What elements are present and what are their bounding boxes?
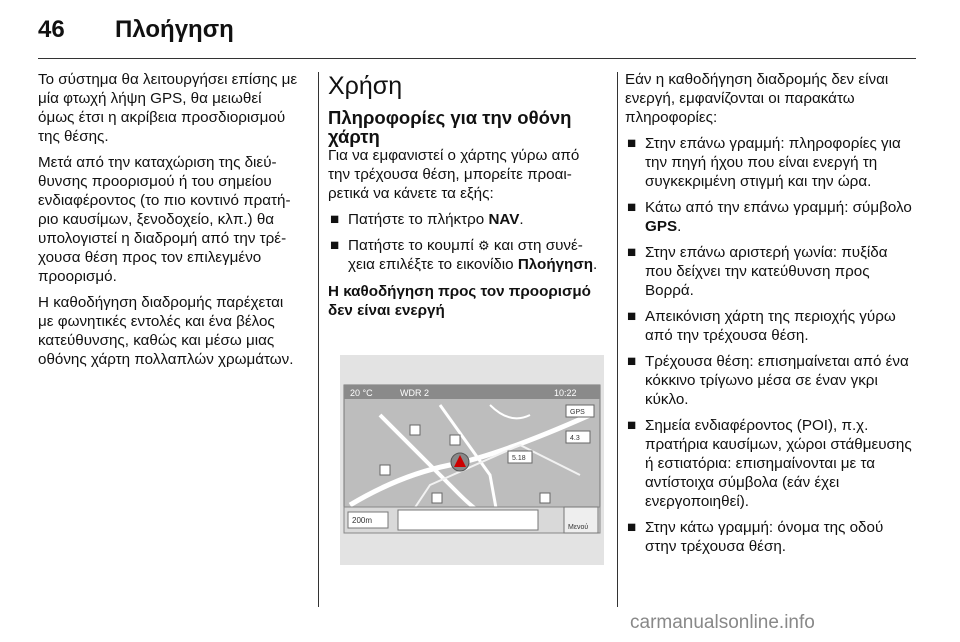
column-1 [38, 70, 300, 376]
list-item: ■ Απεικόνιση χάρτη της περιοχής γύρω από την τρέχουσα θέση. [627, 308, 896, 344]
svg-text:5.18: 5.18 [512, 455, 526, 462]
intro-paragraph: Για να εμφανιστεί ο χάρτης γύρω από την τρέχουσα θέση, μπορείτε προαιρετικά να κάνετε τα εξής: [328, 147, 580, 202]
map-screen-svg [340, 355, 604, 565]
list-item: ■ Σημεία ενδιαφέροντος (POI), π.χ. πρατήρια καυσίμων, χώροι στάθμευσης ή εστιατόρια: επισημαίνονται με τα αντίστοιχα σύμβολα (εάν έχει ενεργοποιηθεί). [627, 417, 912, 510]
bullet-icon: ■ [627, 308, 637, 325]
page-title: Πλοήγηση [115, 16, 234, 43]
poi-icon [380, 465, 390, 475]
steps-list [328, 210, 604, 274]
bullet-icon: ■ [627, 135, 637, 152]
nav-key-label: NAV [488, 211, 520, 228]
poi-icon [410, 425, 420, 435]
poi-icon [540, 493, 550, 503]
header-divider [38, 58, 916, 59]
scale-label: 200m [352, 516, 373, 525]
bullet-icon: ■ [627, 417, 637, 434]
bullet-icon: ■ [330, 211, 340, 228]
menu-label: Μενού [568, 524, 589, 531]
bullet-icon: ■ [330, 237, 340, 254]
map-screen-illustration [340, 355, 604, 565]
page-number: 46 [38, 16, 65, 43]
list-item: ■ Στην επάνω γραμμή: πληροφορίες για την πηγή ήχου που είναι ενεργή τη συγκεκριμένη στιγμή και την ώρα. [627, 135, 901, 190]
screen-source-text: WDR 2 [400, 388, 429, 398]
settings-gear-icon: ⚙ [478, 238, 490, 253]
list-item: ■ Κάτω από την επάνω γραμμή: σύμβολο GPS. [627, 199, 912, 235]
bullet-icon: ■ [627, 519, 637, 536]
info-list [625, 134, 915, 556]
list-item: ■ Τρέχουσα θέση: επισημαίνεται από ένα κόκκινο τρίγωνο μέσα σε έναν γκρι κύκλο. [627, 353, 909, 408]
poi-icon [450, 435, 460, 445]
gps-label: GPS [645, 218, 678, 235]
list-item: ■ Πατήστε το κουμπί ⚙ και στη συνέχεια επιλέξτε το εικονίδιο Πλοήγηση. [330, 237, 598, 273]
list-item: ■ Στην κάτω γραμμή: όνομα της οδού στην τρέχουσα θέση. [627, 519, 884, 555]
column-divider-2 [617, 72, 618, 607]
screen-time-text: 10:22 [554, 388, 577, 398]
list-item: ■ Στην επάνω αριστερή γωνία: πυξίδα που δείχνει την κατεύθυνση προς Βορρά. [627, 244, 888, 299]
column-2 [328, 70, 604, 320]
bullet-icon: ■ [627, 244, 637, 261]
poi-icon [432, 493, 442, 503]
subsection-heading: Πληροφορίες για την οθόνη χάρτη [328, 107, 572, 147]
column-divider-1 [318, 72, 319, 607]
list-item: ■ Πατήστε το πλήκτρο NAV. [330, 211, 524, 228]
intro-paragraph: Εάν η καθοδήγηση διαδρομής δεν είναι ενεργή, εμφανίζονται οι παρακάτω πληροφορίες: [625, 71, 889, 126]
bullet-icon: ■ [627, 199, 637, 216]
paragraph: Μετά από την καταχώριση της διεύθυνσης προορισμού ή του σημείου ενδιαφέροντος (το πιο κοντινό πρατήριο καυσίμων, ξενοδοχείο, κλπ.) θα υπολογιστεί η διαδρομή από την τρέχουσα θέση προς τον επιλεγμένο προορισμό. [38, 154, 291, 285]
svg-text:GPS: GPS [570, 409, 585, 416]
footer-watermark: carmanualsonline.info [630, 612, 815, 633]
navigation-icon-label: Πλοήγηση [517, 256, 594, 273]
page-header [0, 0, 960, 60]
bullet-icon: ■ [627, 353, 637, 370]
screen-temp-text: 20 °C [350, 388, 373, 398]
subsection-heading-2: Η καθοδήγηση προς τον προορισμό δεν είναι ενεργή [328, 283, 591, 319]
paragraph: Το σύστημα θα λειτουργήσει επίσης με μία φτωχή λήψη GPS, θα μειωθεί όμως έτσι η ακρίβεια προσδιορισμού της θέσης. [38, 71, 298, 145]
paragraph: Η καθοδήγηση διαδρομής παρέχεται με φωνητικές εντολές και ένα βέλος κατεύθυνσης, καθώς και μέσω μιας οθόνης χάρτη πολλαπλών χρωμάτων. [38, 294, 294, 368]
svg-text:4.3: 4.3 [570, 435, 580, 442]
column-3 [625, 70, 915, 563]
section-heading: Χρήση [328, 72, 403, 100]
